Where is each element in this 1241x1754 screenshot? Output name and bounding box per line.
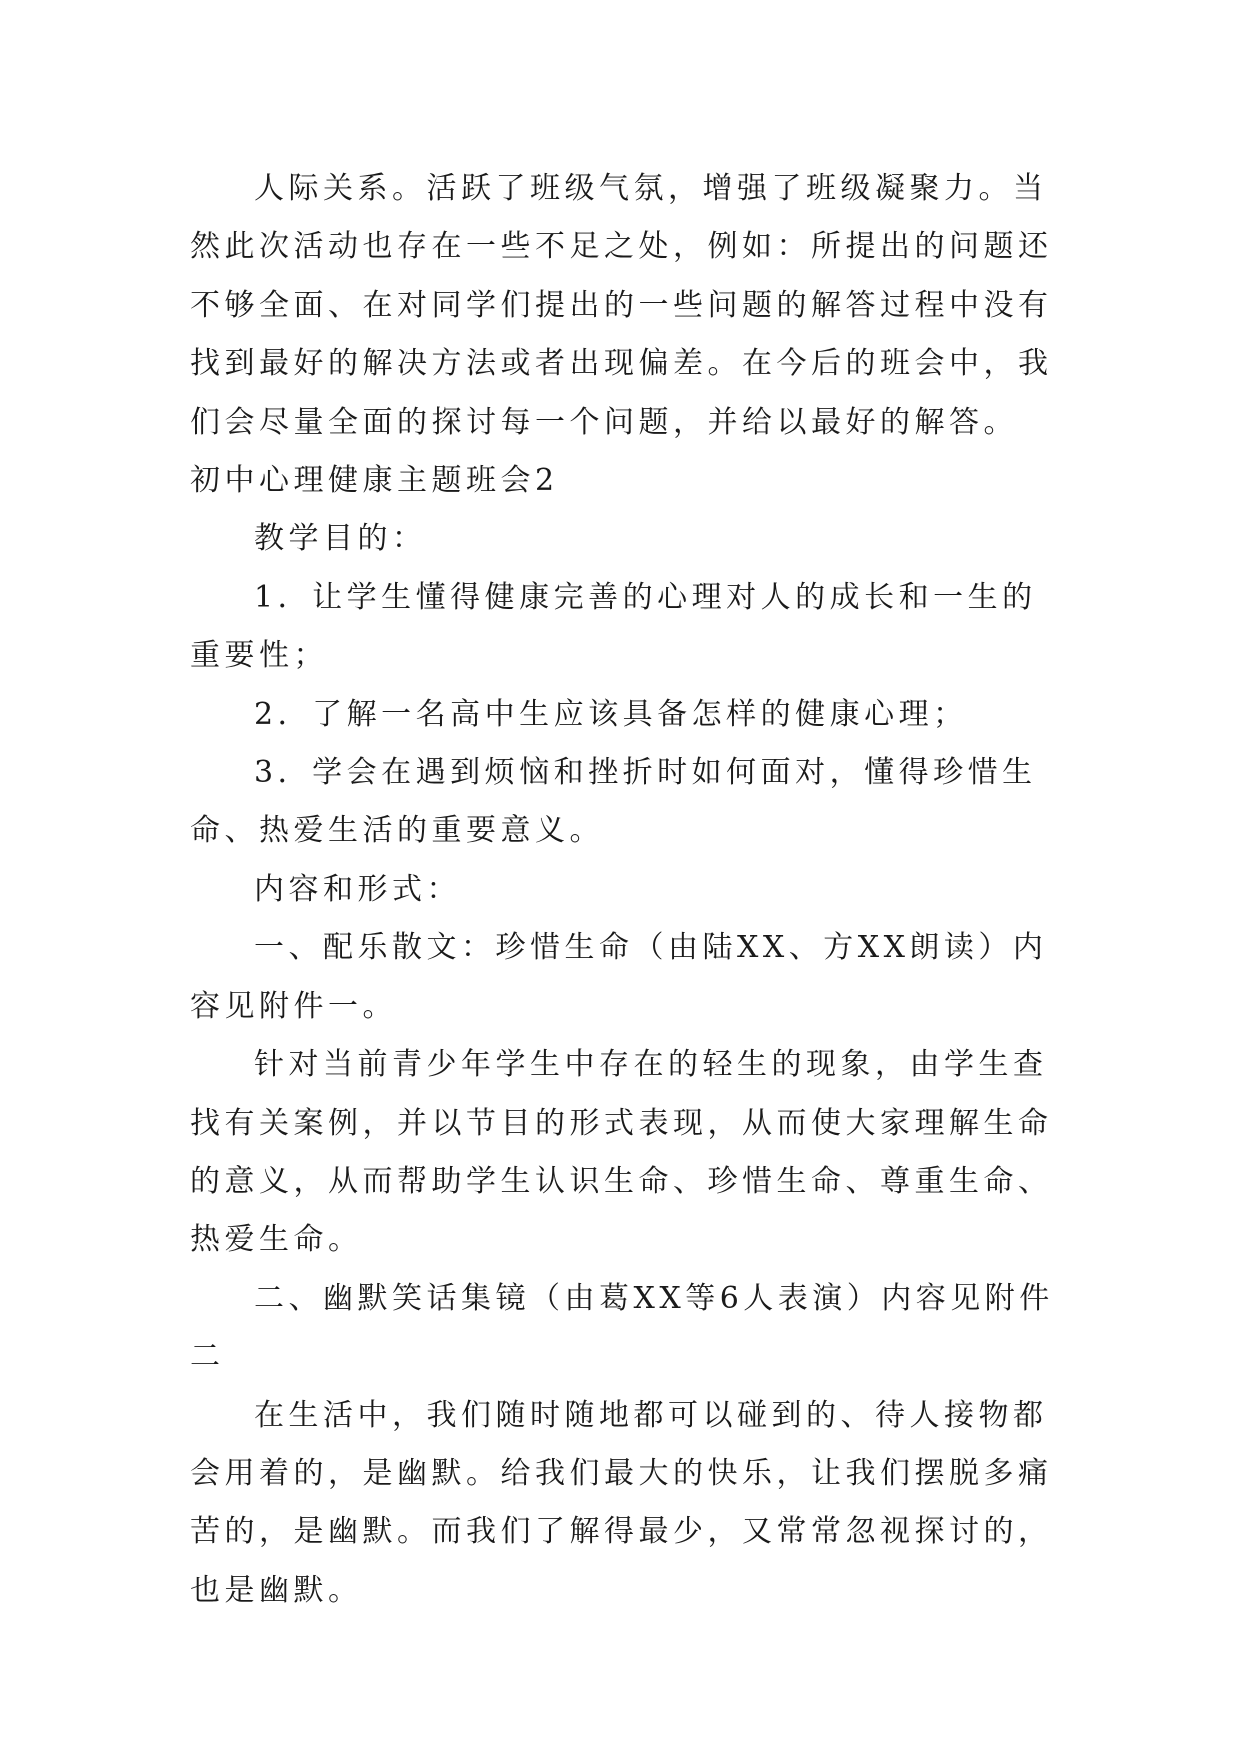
paragraph-life-cherish: 针对当前青少年学生中存在的轻生的现象，由学生查找有关案例，并以节目的形式表现，从而使大家理解生命的意义，从而帮助学生认识生命、珍惜生命、尊重生命、热爱生命。 — [190, 1047, 1053, 1258]
goal-item-3: 3．学会在遇到烦恼和挫折时如何面对，懂得珍惜生命、热爱生活的重要意义。 — [190, 755, 1037, 849]
program-item-2: 二、幽默笑话集镜（由葛XX等6人表演）内容见附件二 — [190, 1280, 1054, 1375]
section-heading: 初中心理健康主题班会2 — [190, 463, 559, 499]
program-item-1: 一、配乐散文：珍惜生命（由陆XX、方XX朗读）内容见附件一。 — [190, 930, 1048, 1024]
paragraph-humor: 在生活中，我们随时随地都可以碰到的、待人接物都会用着的，是幽默。给我们最大的快乐，让我们摆脱多痛苦的，是幽默。而我们了解得最少，又常常忽视探讨的，也是幽默。 — [190, 1397, 1053, 1608]
document-body — [190, 160, 1060, 1620]
paragraph-conclusion: 人际关系。活跃了班级气氛，增强了班级凝聚力。当然此次活动也存在一些不足之处，例如：所提出的问题还不够全面、在对同学们提出的一些问题的解答过程中没有找到最好的解决方法或者出现偏差。在今后的班会中，我们会尽量全面的探讨每一个问题，并给以最好的解答。 — [190, 171, 1053, 440]
goal-item-2: 2．了解一名高中生应该具备怎样的健康心理； — [254, 696, 968, 732]
teaching-goals-label: 教学目的： — [254, 521, 427, 557]
goal-item-1: 1．让学生懂得健康完善的心理对人的成长和一生的重要性； — [190, 579, 1037, 674]
content-form-label: 内容和形式： — [254, 871, 461, 907]
